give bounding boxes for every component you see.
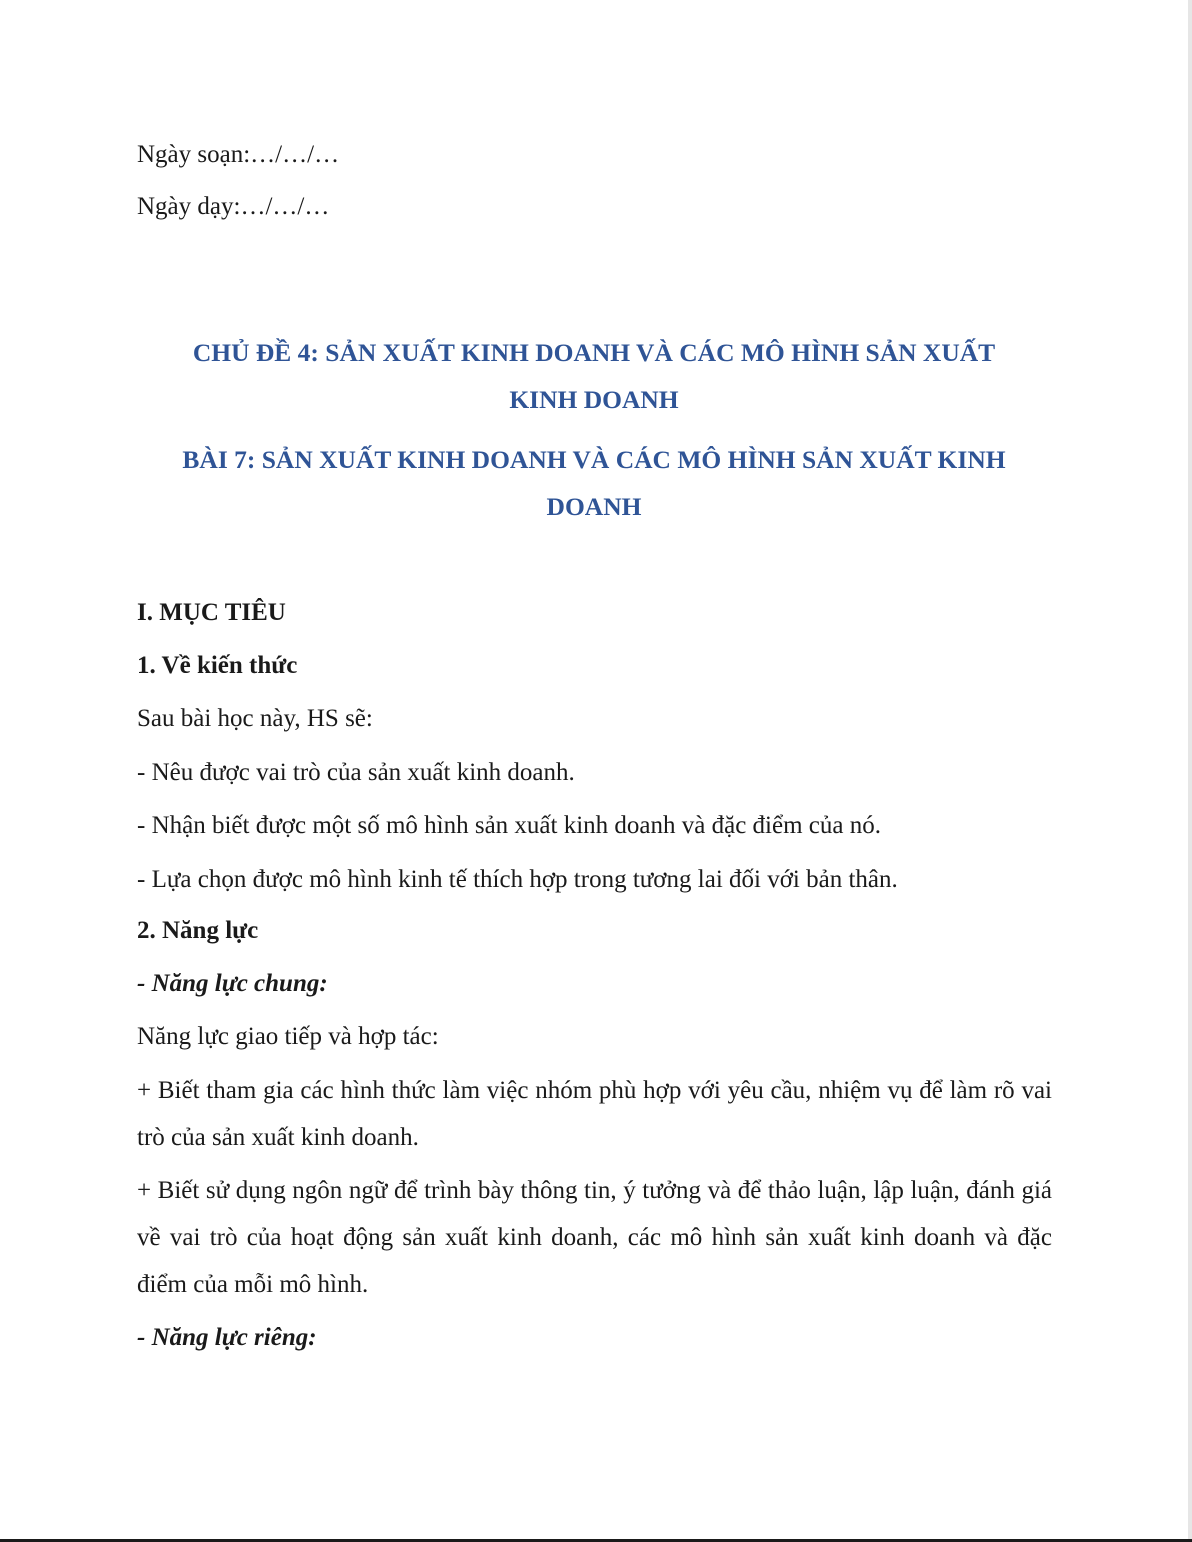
- subsection-competence: 2. Năng lực: [137, 917, 259, 944]
- competence-bullet: + Biết tham gia các hình thức làm việc nhóm phù hợp với yêu cầu, nhiệm vụ để làm rõ vai trò của sản xuất kinh doanh.: [137, 1077, 1052, 1151]
- subsection-knowledge: 1. Về kiến thức: [137, 652, 298, 679]
- general-competence-label: - Năng lực chung:: [137, 970, 328, 997]
- lesson-title-line1: BÀI 7: SẢN XUẤT KINH DOANH VÀ CÁC MÔ HÌNH SẢN XUẤT KINH: [182, 445, 1006, 474]
- section-objectives: I. MỤC TIÊU: [137, 599, 286, 626]
- knowledge-item: - Nêu được vai trò của sản xuất kinh doanh.: [137, 759, 575, 786]
- competence-bullet: + Biết sử dụng ngôn ngữ để trình bày thông tin, ý tưởng và để thảo luận, lập luận, đánh giá về vai trò của hoạt động sản xuất kinh doanh, các mô hình sản xuất kinh doanh và đặc điểm của mỗi mô hình.: [137, 1177, 1052, 1298]
- date-prepared: Ngày soạn:…/…/…: [137, 141, 340, 168]
- date-taught: Ngày dạy:…/…/…: [137, 193, 330, 220]
- knowledge-item: - Lựa chọn được mô hình kinh tế thích hợp trong tương lai đối với bản thân.: [137, 866, 898, 893]
- communication-competence: Năng lực giao tiếp và hợp tác:: [137, 1023, 439, 1050]
- knowledge-item: - Nhận biết được một số mô hình sản xuất kinh doanh và đặc điểm của nó.: [137, 812, 881, 839]
- specific-competence-label: - Năng lực riêng:: [137, 1324, 317, 1351]
- topic-title-line2: KINH DOANH: [509, 385, 679, 414]
- knowledge-intro: Sau bài học này, HS sẽ:: [137, 705, 373, 732]
- topic-title-line1: CHỦ ĐỀ 4: SẢN XUẤT KINH DOANH VÀ CÁC MÔ HÌNH SẢN XUẤT: [192, 338, 996, 367]
- page-edge-right: [1188, 0, 1192, 1542]
- lesson-title-line2: DOANH: [546, 492, 642, 521]
